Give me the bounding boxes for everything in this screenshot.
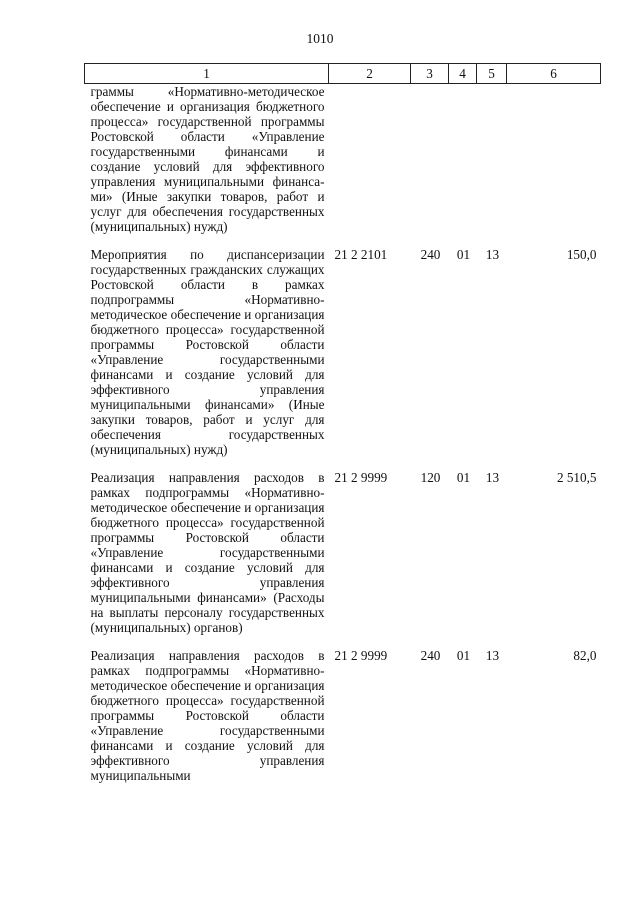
row-target-code: 21 2 9999: [334, 648, 388, 663]
row-expense-type: 240: [420, 648, 441, 663]
row-amount: [507, 84, 601, 235]
row-amount: 150,0: [566, 247, 597, 262]
column-header: 6: [507, 64, 601, 84]
row-expense-type: [411, 84, 449, 235]
table-header-row: [85, 64, 601, 84]
row-section: 01: [456, 470, 471, 485]
column-header: 5: [477, 64, 507, 84]
row-target-code: 21 2 9999: [334, 470, 388, 485]
row-target-code: [329, 84, 411, 235]
row-subsection: 13: [485, 247, 500, 262]
table-row: [85, 457, 601, 635]
row-description: Реализация направления расходов в рамках подпрограммы «Нормативно-методическое обеспечение и организация бюджетного процесса» государственной программы Ростовской области «Управление государственными финансами и создание условий для эффективного управления муниципальными: [90, 648, 325, 783]
row-subsection: 13: [485, 470, 500, 485]
column-header: 4: [449, 64, 477, 84]
row-description: Реализация направления расходов в рамках подпрограммы «Нормативно-методическое обеспечение и организация бюджетного процесса» государственной программы Ростовской области «Управление государственными финансами и создание условий для эффективного управления муниципальными финансами» (Расходы на выплаты персоналу государственных (муниципальных) органов): [90, 470, 325, 635]
column-header: 3: [411, 64, 449, 84]
row-amount: 2 510,5: [556, 470, 597, 485]
table-row: [85, 635, 601, 783]
budget-table: [84, 63, 601, 783]
row-amount: 82,0: [573, 648, 597, 663]
column-header: 1: [85, 64, 329, 84]
table-row: [85, 84, 601, 235]
row-description: граммы «Нормативно-методическое обеспечение и организация бюджетного процесса» государственной программы Ростовской области «Управление государственными финансами и создание условий для эффективного управления муниципальными финансами» (Иные закупки товаров, работ и услуг для обеспечения государственных (муниципальных) нужд): [90, 84, 325, 234]
row-section: [449, 84, 477, 235]
row-expense-type: 120: [420, 470, 441, 485]
table-row: [85, 234, 601, 457]
row-subsection: 13: [485, 648, 500, 663]
row-section: 01: [456, 247, 471, 262]
row-expense-type: 240: [420, 247, 441, 262]
row-subsection: [477, 84, 507, 235]
column-header: 2: [329, 64, 411, 84]
page-number: 1010: [306, 31, 334, 46]
row-description: Мероприятия по диспансеризации государственных гражданских служащих Ростовской области в рамках подпрограммы «Нормативно-методическое обеспечение и организация бюджетного процесса» государственной программы Ростовской области «Управление государственными финансами и создание условий для эффективного управления муниципальными финансами» (Иные закупки товаров, работ и услуг для обеспечения государственных (муниципальных) нужд): [90, 247, 325, 457]
row-section: 01: [456, 648, 471, 663]
row-target-code: 21 2 2101: [334, 247, 388, 262]
